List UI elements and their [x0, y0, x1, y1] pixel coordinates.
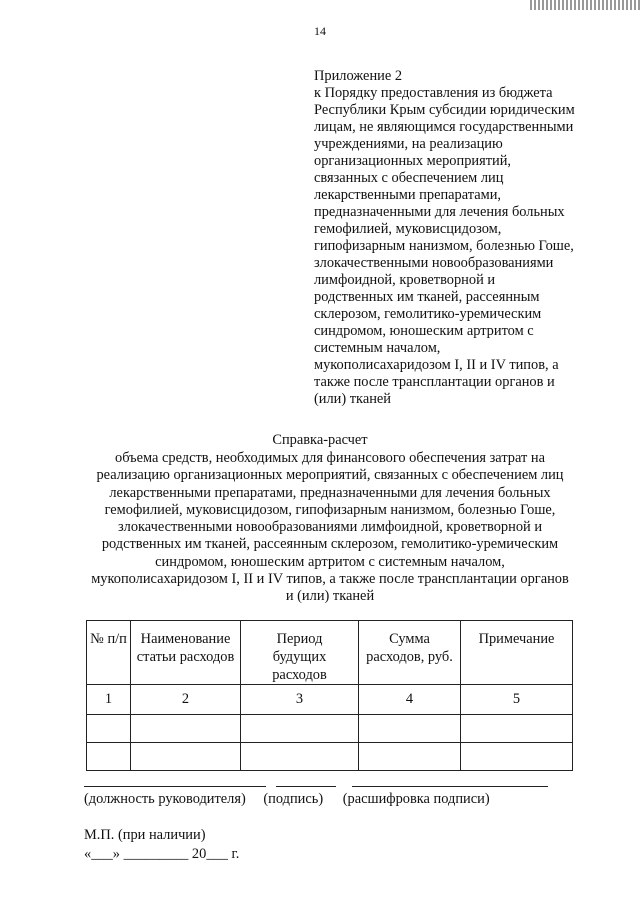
- header-line: будущих: [272, 649, 327, 665]
- subtitle-line: злокачественными новообразованиями лимфоидной, кроветворной и: [117, 519, 543, 536]
- subtitle-line: синдромом, юношеским артритом с системным началом,: [155, 553, 505, 570]
- signature-label: (подпись): [263, 791, 324, 807]
- subtitle-line: лекарственными препаратами, предназначенными для лечения больных: [109, 484, 551, 501]
- subtitle-line: объема средств, необходимых для финансового обеспечения затрат на: [115, 450, 545, 466]
- document-title: Справка-расчет: [272, 432, 368, 448]
- signature-labels: [84, 791, 490, 808]
- appendix-line: (или) тканей: [314, 391, 392, 407]
- appendix-line: мукополисахаридозом I, II и IV типов, а: [314, 357, 559, 373]
- appendix-line: лицам, не являющимся государственными: [314, 119, 574, 135]
- table-cell[interactable]: [241, 715, 359, 743]
- subtitle-line: родственных им тканей, рассеянным склерозом, гемолитико-уремическим: [101, 536, 559, 553]
- appendix-line: Республики Крым субсидии юридическим: [314, 102, 575, 118]
- subtitle-line: реализацию организационных мероприятий, связанных с обеспечением лиц: [96, 467, 564, 484]
- signature-line[interactable]: [276, 786, 336, 787]
- header-line: статьи расходов: [136, 649, 235, 665]
- appendix-block: [314, 68, 604, 408]
- appendix-line: к Порядку предоставления из бюджета: [314, 85, 553, 101]
- stamp-placeholder: М.П. (при наличии): [84, 827, 206, 843]
- table-cell[interactable]: [87, 715, 131, 743]
- column-number: 5: [461, 685, 573, 715]
- table-cell[interactable]: [131, 715, 241, 743]
- header-cell-amount: [359, 621, 461, 685]
- calculation-table: [86, 620, 573, 771]
- table-cell[interactable]: [87, 743, 131, 771]
- table-header-row: [87, 621, 573, 685]
- subtitle-line: мукополисахаридозом I, II и IV типов, а также после трансплантации органов: [91, 571, 569, 588]
- appendix-line: гемофилией, муковисцидозом,: [314, 221, 502, 237]
- header-cell-period: [241, 621, 359, 685]
- header-line: Период: [276, 631, 323, 647]
- document-subtitle: [70, 450, 590, 606]
- table-cell[interactable]: [131, 743, 241, 771]
- appendix-line: системным началом,: [314, 340, 441, 356]
- scan-mark: [530, 0, 640, 10]
- table-cell[interactable]: [359, 715, 461, 743]
- date-field[interactable]: «___» _________ 20___ г.: [84, 846, 240, 862]
- page-number: 14: [314, 24, 326, 38]
- header-line: Примечание: [478, 631, 555, 647]
- table-cell[interactable]: [241, 743, 359, 771]
- decoding-label: (расшифровка подписи): [342, 791, 490, 807]
- appendix-line: связанных с обеспечением лиц: [314, 170, 504, 186]
- header-cell-note: [461, 621, 573, 685]
- table-cell[interactable]: [461, 743, 573, 771]
- appendix-line: гипофизарным нанизмом, болезнью Гоше,: [314, 238, 574, 254]
- header-line: Наименование: [140, 631, 231, 647]
- header-cell-item-name: [131, 621, 241, 685]
- header-line: Сумма: [389, 631, 430, 647]
- appendix-line: синдромом, юношеским артритом с: [314, 323, 534, 339]
- appendix-line: также после трансплантации органов и: [314, 374, 555, 390]
- appendix-line: предназначенными для лечения больных: [314, 204, 565, 220]
- column-number: 4: [359, 685, 461, 715]
- header-line: № п/п: [90, 631, 127, 647]
- table-number-row: [87, 685, 573, 715]
- appendix-line: организационных мероприятий,: [314, 153, 512, 169]
- column-number: 1: [87, 685, 131, 715]
- appendix-line: злокачественными новообразованиями: [314, 255, 554, 271]
- header-cell-number: [87, 621, 131, 685]
- decoding-signature-line[interactable]: [352, 786, 548, 787]
- appendix-line: лимфоидной, кроветворной и: [314, 272, 496, 288]
- table-cell[interactable]: [359, 743, 461, 771]
- header-line: расходов: [272, 667, 327, 683]
- position-signature-line[interactable]: [84, 786, 266, 787]
- header-line: расходов, руб.: [366, 649, 453, 665]
- column-number: 3: [241, 685, 359, 715]
- table-row: [87, 715, 573, 743]
- column-number: 2: [131, 685, 241, 715]
- position-label: (должность руководителя): [84, 791, 246, 807]
- subtitle-line: и (или) тканей: [285, 588, 375, 605]
- subtitle-line: гемофилией, муковисцидозом, гипофизарным нанизмом, болезнью Гоше,: [104, 501, 556, 518]
- appendix-line: родственных им тканей, рассеянным: [314, 289, 540, 305]
- appendix-line: учреждениями, на реализацию: [314, 136, 503, 152]
- appendix-line: лекарственными препаратами,: [314, 187, 502, 203]
- appendix-line: склерозом, гемолитико-уремическим: [314, 306, 542, 322]
- appendix-line: Приложение 2: [314, 68, 403, 84]
- table-row: [87, 743, 573, 771]
- table-cell[interactable]: [461, 715, 573, 743]
